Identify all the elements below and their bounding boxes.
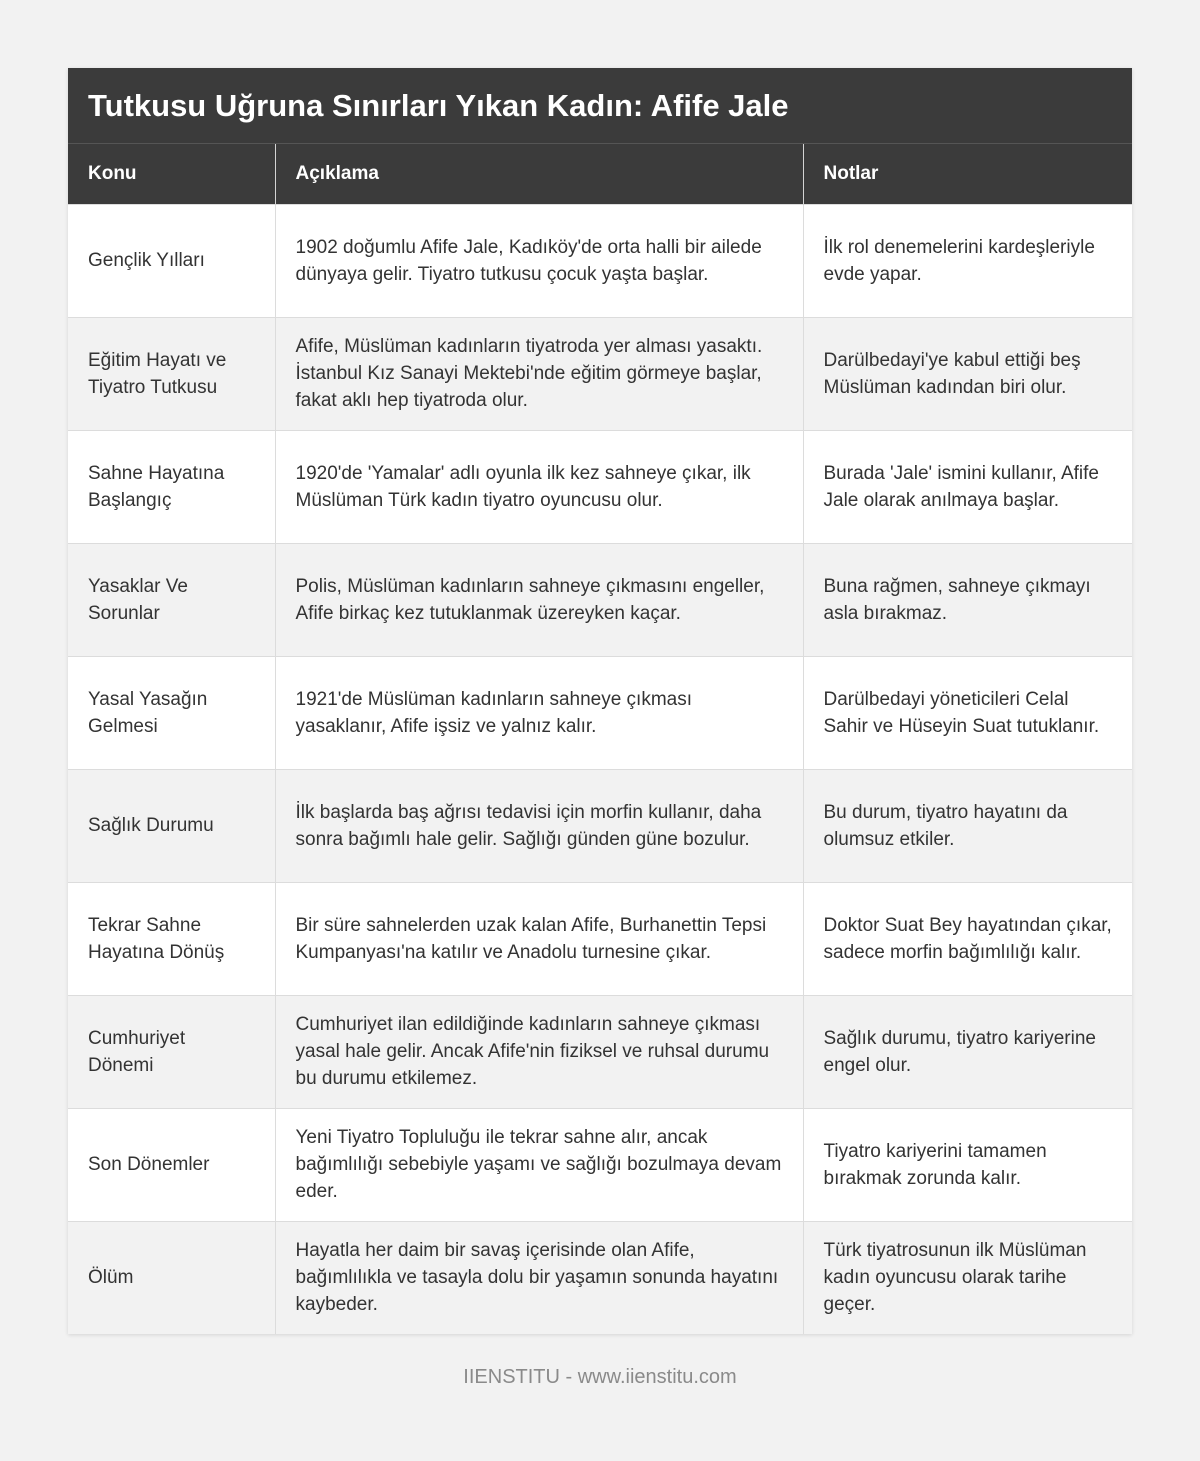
cell-aciklama: Bir süre sahnelerden uzak kalan Afife, Burhanettin Tepsi Kumpanyası'na katılır ve Anadolu turnesine çıkar. — [275, 882, 803, 995]
table-row — [68, 769, 1132, 882]
cell-konu: Ölüm — [68, 1221, 275, 1334]
cell-konu: Sahne Hayatına Başlangıç — [68, 430, 275, 543]
table-header-row — [68, 144, 1132, 204]
column-header-notlar: Notlar — [803, 144, 1132, 204]
info-table — [68, 144, 1132, 1334]
table-row — [68, 995, 1132, 1108]
table-row — [68, 656, 1132, 769]
table-row — [68, 1108, 1132, 1221]
cell-aciklama: 1921'de Müslüman kadınların sahneye çıkması yasaklanır, Afife işsiz ve yalnız kalır. — [275, 656, 803, 769]
cell-aciklama: Yeni Tiyatro Topluluğu ile tekrar sahne alır, ancak bağımlılığı sebebiyle yaşamı ve sağlığı bozulmaya devam eder. — [275, 1108, 803, 1221]
cell-aciklama: Cumhuriyet ilan edildiğinde kadınların sahneye çıkması yasal hale gelir. Ancak Afife'nin fiziksel ve ruhsal durumu bu durumu etkilemez. — [275, 995, 803, 1108]
page-title: Tutkusu Uğruna Sınırları Yıkan Kadın: Afife Jale — [68, 68, 1132, 144]
cell-konu: Yasaklar Ve Sorunlar — [68, 543, 275, 656]
table-row — [68, 882, 1132, 995]
cell-konu: Gençlik Yılları — [68, 204, 275, 317]
cell-konu: Yasal Yasağın Gelmesi — [68, 656, 275, 769]
cell-notlar: Burada 'Jale' ismini kullanır, Afife Jale olarak anılmaya başlar. — [803, 430, 1132, 543]
cell-notlar: Darülbedayi yöneticileri Celal Sahir ve Hüseyin Suat tutuklanır. — [803, 656, 1132, 769]
cell-konu: Son Dönemler — [68, 1108, 275, 1221]
cell-konu: Eğitim Hayatı ve Tiyatro Tutkusu — [68, 317, 275, 430]
cell-notlar: Sağlık durumu, tiyatro kariyerine engel olur. — [803, 995, 1132, 1108]
cell-notlar: Tiyatro kariyerini tamamen bırakmak zorunda kalır. — [803, 1108, 1132, 1221]
table-card — [68, 68, 1132, 1334]
column-header-konu: Konu — [68, 144, 275, 204]
cell-aciklama: Polis, Müslüman kadınların sahneye çıkmasını engeller, Afife birkaç kez tutuklanmak üzereyken kaçar. — [275, 543, 803, 656]
footer-credit: IIENSTITU - www.iienstitu.com — [463, 1366, 737, 1388]
table-row — [68, 430, 1132, 543]
cell-konu: Tekrar Sahne Hayatına Dönüş — [68, 882, 275, 995]
table-row — [68, 317, 1132, 430]
cell-notlar: İlk rol denemelerini kardeşleriyle evde yapar. — [803, 204, 1132, 317]
cell-konu: Sağlık Durumu — [68, 769, 275, 882]
cell-aciklama: İlk başlarda baş ağrısı tedavisi için morfin kullanır, daha sonra bağımlı hale gelir. Sağlığı günden güne bozulur. — [275, 769, 803, 882]
cell-aciklama: 1920'de 'Yamalar' adlı oyunla ilk kez sahneye çıkar, ilk Müslüman Türk kadın tiyatro oyuncusu olur. — [275, 430, 803, 543]
table-row — [68, 204, 1132, 317]
table-body — [68, 204, 1132, 1334]
cell-notlar: Darülbedayi'ye kabul ettiği beş Müslüman kadından biri olur. — [803, 317, 1132, 430]
table-row — [68, 543, 1132, 656]
cell-notlar: Bu durum, tiyatro hayatını da olumsuz etkiler. — [803, 769, 1132, 882]
cell-aciklama: Hayatla her daim bir savaş içerisinde olan Afife, bağımlılıkla ve tasayla dolu bir yaşamın sonunda hayatını kaybeder. — [275, 1221, 803, 1334]
cell-notlar: Türk tiyatrosunun ilk Müslüman kadın oyuncusu olarak tarihe geçer. — [803, 1221, 1132, 1334]
cell-konu: Cumhuriyet Dönemi — [68, 995, 275, 1108]
cell-notlar: Doktor Suat Bey hayatından çıkar, sadece morfin bağımlılığı kalır. — [803, 882, 1132, 995]
cell-notlar: Buna rağmen, sahneye çıkmayı asla bırakmaz. — [803, 543, 1132, 656]
column-header-aciklama: Açıklama — [275, 144, 803, 204]
cell-aciklama: 1902 doğumlu Afife Jale, Kadıköy'de orta halli bir ailede dünyaya gelir. Tiyatro tutkusu çocuk yaşta başlar. — [275, 204, 803, 317]
table-row — [68, 1221, 1132, 1334]
cell-aciklama: Afife, Müslüman kadınların tiyatroda yer alması yasaktı. İstanbul Kız Sanayi Mektebi'nde eğitim görmeye başlar, fakat aklı hep tiyatroda olur. — [275, 317, 803, 430]
